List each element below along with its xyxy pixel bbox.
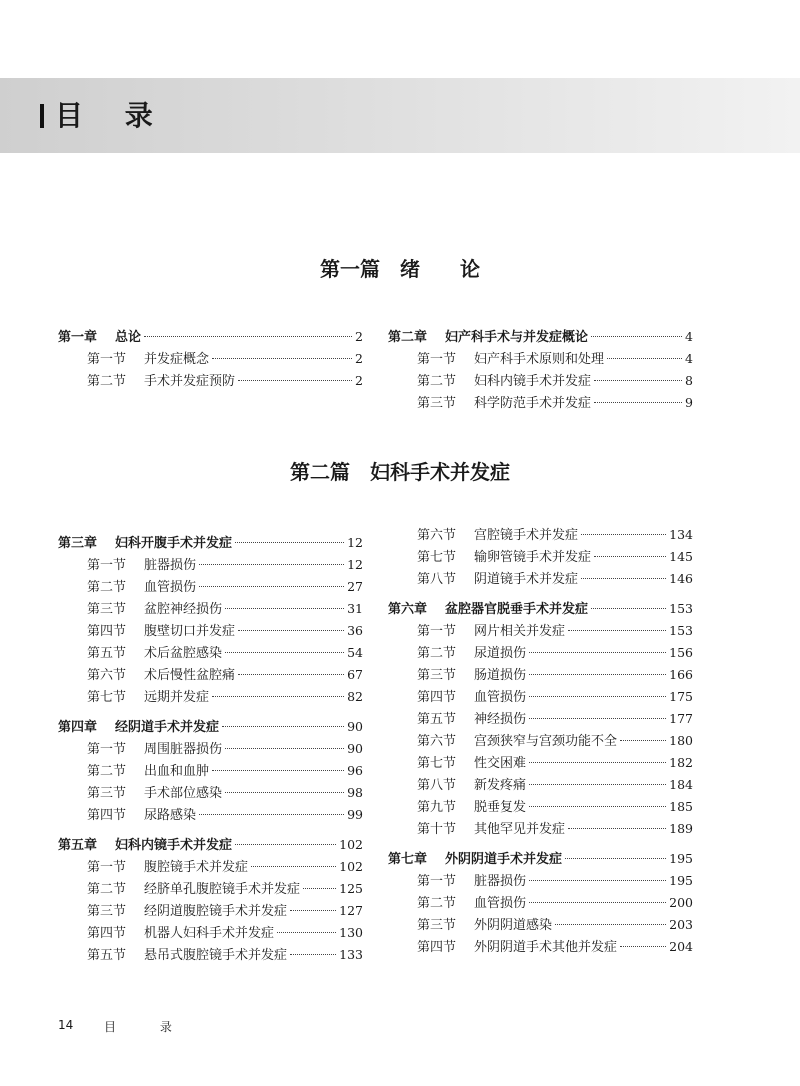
toc-section-entry[interactable]: [58, 922, 363, 944]
dot-leader: [199, 586, 344, 587]
toc-section-entry[interactable]: [58, 598, 363, 620]
page-number: 180: [669, 733, 693, 748]
section-number: 第三节: [417, 396, 457, 411]
dot-leader: [529, 902, 666, 903]
toc-section-entry[interactable]: [58, 738, 363, 760]
page-number: 177: [669, 711, 693, 726]
toc-section-entry[interactable]: [58, 576, 363, 598]
section-title: 腹腔镜手术并发症: [144, 860, 249, 875]
section-number: 第三节: [87, 904, 127, 919]
chapter-title: 总论: [115, 330, 142, 345]
dot-leader: [591, 608, 666, 609]
toc-chapter-entry[interactable]: [388, 326, 693, 348]
section-title: 宫腔镜手术并发症: [474, 528, 579, 543]
section-number: 第二节: [417, 896, 457, 911]
page-number: 182: [669, 755, 693, 770]
dot-leader: [238, 380, 352, 381]
dot-leader: [225, 792, 344, 793]
page-number: 127: [339, 903, 363, 918]
dot-leader: [529, 674, 666, 675]
dot-leader: [620, 946, 666, 947]
section-number: 第二节: [87, 882, 127, 897]
toc-column: [388, 524, 693, 962]
dot-leader: [594, 380, 682, 381]
chapter-number: 第二章: [388, 330, 428, 345]
section-number: 第六节: [417, 528, 457, 543]
chapter-title: 盆腔器官脱垂手术并发症: [445, 602, 589, 617]
dot-leader: [568, 828, 666, 829]
section-number: 第二节: [417, 374, 457, 389]
toc-section-entry[interactable]: [388, 914, 693, 936]
toc-section-entry[interactable]: [58, 554, 363, 576]
toc-section-entry[interactable]: [388, 642, 693, 664]
chapter-title: 妇科内镜手术并发症: [115, 838, 233, 853]
toc-section-entry[interactable]: [388, 686, 693, 708]
section-number: 第四节: [87, 926, 127, 941]
section-title: 脱垂复发: [474, 800, 527, 815]
section-number: 第一节: [417, 874, 457, 889]
toc-section-entry[interactable]: [58, 664, 363, 686]
section-title: 悬吊式腹腔镜手术并发症: [144, 948, 288, 963]
section-number: 第二节: [87, 580, 127, 595]
toc-section-entry[interactable]: [58, 878, 363, 900]
section-title: 并发症概念: [144, 352, 210, 367]
section-title: 妇科内镜手术并发症: [474, 374, 592, 389]
section-title: 远期并发症: [144, 690, 210, 705]
dot-leader: [581, 534, 666, 535]
toc-section-entry[interactable]: [388, 936, 693, 958]
page-number: 189: [669, 821, 693, 836]
page-number: 99: [347, 807, 363, 822]
dot-leader: [529, 718, 666, 719]
section-title: 新发疼痛: [474, 778, 527, 793]
section-number: 第一节: [87, 352, 127, 367]
page-number: 195: [669, 851, 693, 866]
chapter-title: 外阴阴道手术并发症: [445, 852, 563, 867]
chapter-number: 第四章: [58, 720, 98, 735]
section-number: 第七节: [417, 550, 457, 565]
dot-leader: [238, 674, 344, 675]
toc-section-entry[interactable]: [388, 664, 693, 686]
section-title: 外阴阴道感染: [474, 918, 553, 933]
dot-leader: [290, 954, 336, 955]
section-number: 第九节: [417, 800, 457, 815]
page-number: 67: [347, 667, 363, 682]
section-number: 第四节: [417, 940, 457, 955]
dot-leader: [529, 806, 666, 807]
toc-section-entry[interactable]: [388, 752, 693, 774]
section-title: 尿道损伤: [474, 646, 527, 661]
page-number: 102: [339, 837, 363, 852]
dot-leader: [199, 564, 344, 565]
toc-section-entry[interactable]: [388, 348, 693, 370]
page-number: 4: [685, 351, 693, 366]
toc-column: [388, 318, 693, 418]
section-title: 性交困难: [474, 756, 527, 771]
dot-leader: [529, 652, 666, 653]
dot-leader: [212, 696, 344, 697]
dot-leader: [607, 358, 682, 359]
page-number: 90: [347, 719, 363, 734]
section-title: 宫颈狭窄与宫颈功能不全: [474, 734, 618, 749]
toc-column: [58, 318, 363, 396]
section-number: 第五节: [87, 646, 127, 661]
section-title: 科学防范手术并发症: [474, 396, 592, 411]
dot-leader: [144, 336, 352, 337]
toc-section-entry[interactable]: [58, 856, 363, 878]
page-number: 12: [347, 557, 363, 572]
section-title: 血管损伤: [474, 690, 527, 705]
toc-section-entry[interactable]: [388, 892, 693, 914]
toc-chapter-entry[interactable]: [58, 326, 363, 348]
dot-leader: [581, 578, 666, 579]
section-number: 第一节: [417, 624, 457, 639]
chapter-number: 第三章: [58, 536, 98, 551]
section-number: 第六节: [417, 734, 457, 749]
section-number: 第二节: [87, 764, 127, 779]
section-title: 手术并发症预防: [144, 374, 236, 389]
section-title: 出血和血肿: [144, 764, 210, 779]
toc-chapter-entry[interactable]: [388, 848, 693, 870]
page-number: 200: [669, 895, 693, 910]
section-title: 术后慢性盆腔痛: [144, 668, 236, 683]
page-number: 166: [669, 667, 693, 682]
toc-section-entry[interactable]: [388, 392, 693, 414]
section-number: 第一节: [87, 558, 127, 573]
toc-section-entry[interactable]: [58, 804, 363, 826]
section-number: 第四节: [87, 808, 127, 823]
toc-section-entry[interactable]: [58, 370, 363, 392]
toc-section-entry[interactable]: [58, 760, 363, 782]
dot-leader: [235, 844, 336, 845]
page-number: 9: [685, 395, 693, 410]
section-number: 第五节: [417, 712, 457, 727]
section-title: 手术部位感染: [144, 786, 223, 801]
page-number: 102: [339, 859, 363, 874]
toc-section-entry[interactable]: [388, 818, 693, 840]
section-number: 第三节: [87, 602, 127, 617]
section-number: 第二节: [87, 374, 127, 389]
dot-leader: [555, 924, 666, 925]
dot-leader: [225, 748, 344, 749]
footer-page-number: 14: [58, 1018, 74, 1032]
section-title: 血管损伤: [144, 580, 197, 595]
dot-leader: [238, 630, 344, 631]
section-title: 妇产科手术原则和处理: [474, 352, 605, 367]
page-number: 156: [669, 645, 693, 660]
section-number: 第十节: [417, 822, 457, 837]
section-number: 第八节: [417, 778, 457, 793]
toc-section-entry[interactable]: [388, 708, 693, 730]
section-number: 第八节: [417, 572, 457, 587]
page-number: 130: [339, 925, 363, 940]
dot-leader: [225, 652, 344, 653]
dot-leader: [565, 858, 666, 859]
section-number: 第七节: [87, 690, 127, 705]
page-number: 54: [347, 645, 363, 660]
section-title: 脏器损伤: [144, 558, 197, 573]
dot-leader: [529, 696, 666, 697]
section-number: 第二节: [417, 646, 457, 661]
toc-section-entry[interactable]: [388, 524, 693, 546]
dot-leader: [251, 866, 336, 867]
page-number: 90: [347, 741, 363, 756]
dot-leader: [303, 888, 336, 889]
page-number: 36: [347, 623, 363, 638]
chapter-number: 第五章: [58, 838, 98, 853]
dot-leader: [235, 542, 344, 543]
section-number: 第七节: [417, 756, 457, 771]
page-number: 82: [347, 689, 363, 704]
toc-section-entry[interactable]: [58, 944, 363, 966]
dot-leader: [225, 608, 344, 609]
section-number: 第四节: [87, 624, 127, 639]
dot-leader: [529, 784, 666, 785]
page-number: 27: [347, 579, 363, 594]
toc-column: [58, 524, 363, 970]
page-number: 145: [669, 549, 693, 564]
section-title: 经阴道腹腔镜手术并发症: [144, 904, 288, 919]
page-number: 203: [669, 917, 693, 932]
section-number: 第六节: [87, 668, 127, 683]
page-number: 153: [669, 623, 693, 638]
section-title: 盆腔神经损伤: [144, 602, 223, 617]
toc-section-entry[interactable]: [388, 774, 693, 796]
page-number: 98: [347, 785, 363, 800]
section-title: 神经损伤: [474, 712, 527, 727]
page-number: 125: [339, 881, 363, 896]
section-number: 第三节: [417, 918, 457, 933]
section-title: 经脐单孔腹腔镜手术并发症: [144, 882, 301, 897]
toc-section-entry[interactable]: [58, 686, 363, 708]
section-title: 其他罕见并发症: [474, 822, 566, 837]
section-title: 周围脏器损伤: [144, 742, 223, 757]
chapter-number: 第七章: [388, 852, 428, 867]
section-title: 肠道损伤: [474, 668, 527, 683]
header-accent-bar: [40, 104, 44, 128]
toc-section-entry[interactable]: [388, 370, 693, 392]
section-title: 网片相关并发症: [474, 624, 566, 639]
page-number: 12: [347, 535, 363, 550]
footer-label: 目 录: [104, 1020, 192, 1034]
section-number: 第三节: [417, 668, 457, 683]
dot-leader: [222, 726, 344, 727]
page-number: 195: [669, 873, 693, 888]
section-title: 术后盆腔感染: [144, 646, 223, 661]
chapter-title: 经阴道手术并发症: [115, 720, 220, 735]
page-number: 4: [685, 329, 693, 344]
dot-leader: [290, 910, 336, 911]
dot-leader: [568, 630, 666, 631]
dot-leader: [212, 770, 344, 771]
chapter-number: 第六章: [388, 602, 428, 617]
toc-section-entry[interactable]: [388, 568, 693, 590]
dot-leader: [591, 336, 682, 337]
dot-leader: [620, 740, 666, 741]
dot-leader: [212, 358, 352, 359]
toc-chapter-entry[interactable]: [58, 532, 363, 554]
dot-leader: [594, 556, 666, 557]
section-number: 第四节: [417, 690, 457, 705]
page-number: 184: [669, 777, 693, 792]
page-number: 204: [669, 939, 693, 954]
page-number: 146: [669, 571, 693, 586]
section-number: 第一节: [87, 860, 127, 875]
section-title: 尿路感染: [144, 808, 197, 823]
page-title: 目 录: [55, 99, 169, 132]
toc-chapter-entry[interactable]: [58, 716, 363, 738]
toc-section-entry[interactable]: [388, 546, 693, 568]
part-title: 第一篇 绪 论: [320, 257, 480, 281]
dot-leader: [529, 880, 666, 881]
toc-section-entry[interactable]: [388, 730, 693, 752]
toc-chapter-entry[interactable]: [388, 598, 693, 620]
toc-section-entry[interactable]: [58, 782, 363, 804]
dot-leader: [529, 762, 666, 763]
page-number: 134: [669, 527, 693, 542]
dot-leader: [594, 402, 682, 403]
section-number: 第三节: [87, 786, 127, 801]
toc-section-entry[interactable]: [388, 870, 693, 892]
toc-section-entry[interactable]: [58, 642, 363, 664]
page-number: 31: [347, 601, 363, 616]
toc-section-entry[interactable]: [58, 900, 363, 922]
page-number: 175: [669, 689, 693, 704]
toc-section-entry[interactable]: [388, 796, 693, 818]
section-title: 外阴阴道手术其他并发症: [474, 940, 618, 955]
section-number: 第一节: [87, 742, 127, 757]
page-number: 2: [355, 373, 363, 388]
chapter-title: 妇科开腹手术并发症: [115, 536, 233, 551]
toc-section-entry[interactable]: [388, 620, 693, 642]
dot-leader: [277, 932, 336, 933]
section-title: 血管损伤: [474, 896, 527, 911]
toc-section-entry[interactable]: [58, 620, 363, 642]
page-number: 2: [355, 351, 363, 366]
page-number: 8: [685, 373, 693, 388]
toc-section-entry[interactable]: [58, 348, 363, 370]
section-title: 腹壁切口并发症: [144, 624, 236, 639]
section-number: 第一节: [417, 352, 457, 367]
chapter-number: 第一章: [58, 330, 98, 345]
page-number: 133: [339, 947, 363, 962]
section-title: 机器人妇科手术并发症: [144, 926, 275, 941]
page-number: 96: [347, 763, 363, 778]
section-title: 输卵管镜手术并发症: [474, 550, 592, 565]
dot-leader: [199, 814, 344, 815]
part-title: 第二篇 妇科手术并发症: [290, 460, 510, 484]
toc-chapter-entry[interactable]: [58, 834, 363, 856]
section-title: 脏器损伤: [474, 874, 527, 889]
chapter-title: 妇产科手术与并发症概论: [445, 330, 589, 345]
section-title: 阴道镜手术并发症: [474, 572, 579, 587]
page-number: 2: [355, 329, 363, 344]
page-number: 185: [669, 799, 693, 814]
page-number: 153: [669, 601, 693, 616]
section-number: 第五节: [87, 948, 127, 963]
